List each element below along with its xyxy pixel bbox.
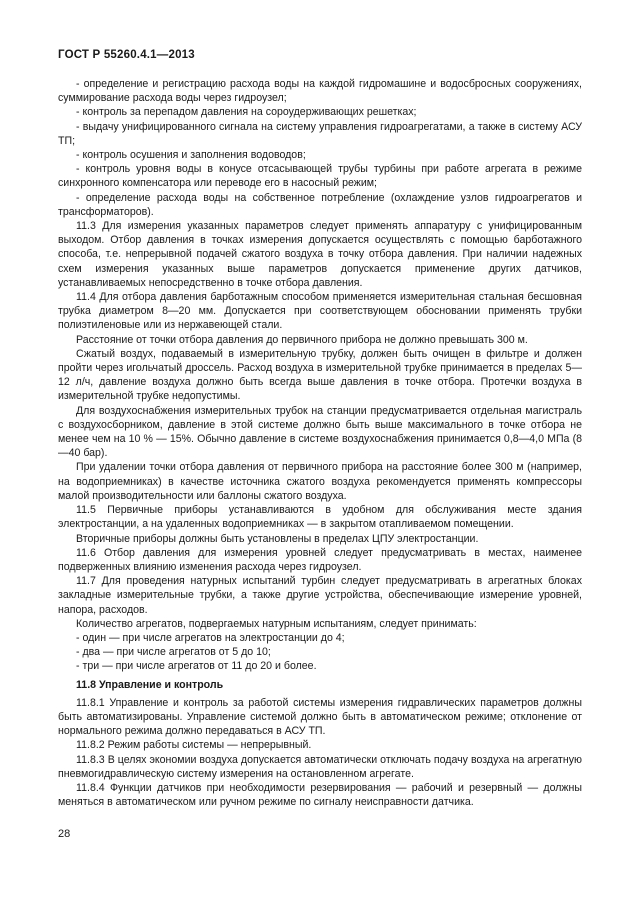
- list-item: - два — при числе агрегатов от 5 до 10;: [76, 646, 271, 659]
- paragraph: - определение расхода воды на собственное потребление (охлаждение узлов гидроагрегатов и трансформаторов).: [58, 191, 582, 218]
- paragraph: 11.7 Для проведения натурных испытаний турбин следует предусматривать в агрегатных блоках закладные измерительные трубки, а также другие устройства, обеспечивающие измерение уровней, напора, расходов.: [58, 575, 582, 616]
- paragraph: 11.6 Отбор давления для измерения уровней следует предусматривать в местах, наименее подверженных влиянию изменения расхода через гидроузел.: [58, 546, 582, 573]
- page-number: 28: [58, 828, 71, 840]
- paragraph: 11.8.2 Режим работы системы — непрерывный.: [76, 739, 312, 752]
- paragraph: Количество агрегатов, подвергаемых натурным испытаниям, следует принимать:: [76, 617, 477, 630]
- paragraph: - выдачу унифицированного сигнала на систему управления гидроагрегатами, а также в систему АСУ ТП;: [58, 120, 582, 147]
- paragraph: 11.4 Для отбора давления барботажным способом применяется измерительная стальная бесшовная трубка диаметром 8—20 мм. Допускается при соответствующем обосновании применять трубки полиэтиленовые или из нержавеющей стали.: [58, 291, 582, 332]
- paragraph: 11.8.4 Функции датчиков при необходимости резервирования — рабочий и резервный — должны меняться в автоматическом или ручном режиме по сигналу неисправности датчика.: [58, 781, 582, 809]
- paragraph: - контроль за перепадом давления на сороудерживающих решетках;: [76, 106, 417, 119]
- paragraph: Сжатый воздух, подаваемый в измерительную трубку, должен быть очищен в фильтре и должен пройти через игольчатый дроссель. Расход воздуха в измерительной трубке принимается в пределах 5—12 л/ч, давление воздуха должно быть всегда выше давления в точке отбора. Протечки воздуха в измерительной трубке недопустимы.: [58, 347, 582, 403]
- paragraph: 11.8.3 В целях экономии воздуха допускается автоматически отключать подачу воздуха на агрегатную пневмогидравлическую систему измерения на остановленном агрегате.: [58, 753, 582, 780]
- paragraph: 11.3 Для измерения указанных параметров следует применять аппаратуру с унифицированным выходом. Отбор давления в точках измерения допускается осуществлять с помощью барботажного способа, т.е. непрерывной подачей сжатого воздуха в точку отбора давления. При наличии надежных схем измерения указанных выше параметров допускается применение других датчиков, устанавливаемых непосредственно в точке отбора давления.: [58, 220, 582, 289]
- body-text: [58, 77, 582, 809]
- paragraph: - определение и регистрацию расхода воды на каждой гидромашине и водосбросных сооружениях, суммирование расхода воды через гидроузел;: [58, 78, 582, 105]
- paragraph: Расстояние от точки отбора давления до первичного прибора не должно превышать 300 м.: [76, 333, 528, 346]
- list-item: - три — при числе агрегатов от 11 до 20 и более.: [76, 660, 317, 673]
- list-item: - один — при числе агрегатов на электростанции до 4;: [76, 631, 345, 644]
- standard-designation: ГОСТ Р 55260.4.1—2013: [58, 49, 195, 61]
- section-heading: 11.8 Управление и контроль: [76, 678, 224, 691]
- paragraph: Вторичные приборы должны быть установлены в пределах ЦПУ электростанции.: [76, 532, 479, 545]
- paragraph: 11.8.1 Управление и контроль за работой системы измерения гидравлических параметров должны быть автоматизированы. Управление системой должно быть в автоматическом режиме; отклонение от нормального режима должно передаваться в АСУ ТП.: [58, 696, 582, 738]
- paragraph: 11.5 Первичные приборы устанавливаются в удобном для обслуживания месте здания электростанции, а на удаленных водоприемниках — в закрытом отапливаемом помещении.: [58, 504, 582, 531]
- paragraph: Для воздухоснабжения измерительных трубок на станции предусматривается отдельная магистраль с воздухосборником, давление в этой системе должно быть выше максимального в точке отбора не менее чем на 10 % — 15%. Обычно давление в системе воздухоснабжения принимается 0,8—4,0 МПа (8—40 бар).: [58, 404, 582, 460]
- paragraph: - контроль уровня воды в конусе отсасывающей трубы турбины при работе агрегата в режиме синхронного компенсатора или переводе его в насосный режим;: [58, 163, 582, 190]
- paragraph: - контроль осушения и заполнения водоводов;: [76, 149, 306, 162]
- paragraph: При удалении точки отбора давления от первичного прибора на расстояние более 300 м (например, на водоприемниках) в качестве источника сжатого воздуха рекомендуется применять компрессоры малой производительности или баллоны сжатого воздуха.: [58, 461, 582, 502]
